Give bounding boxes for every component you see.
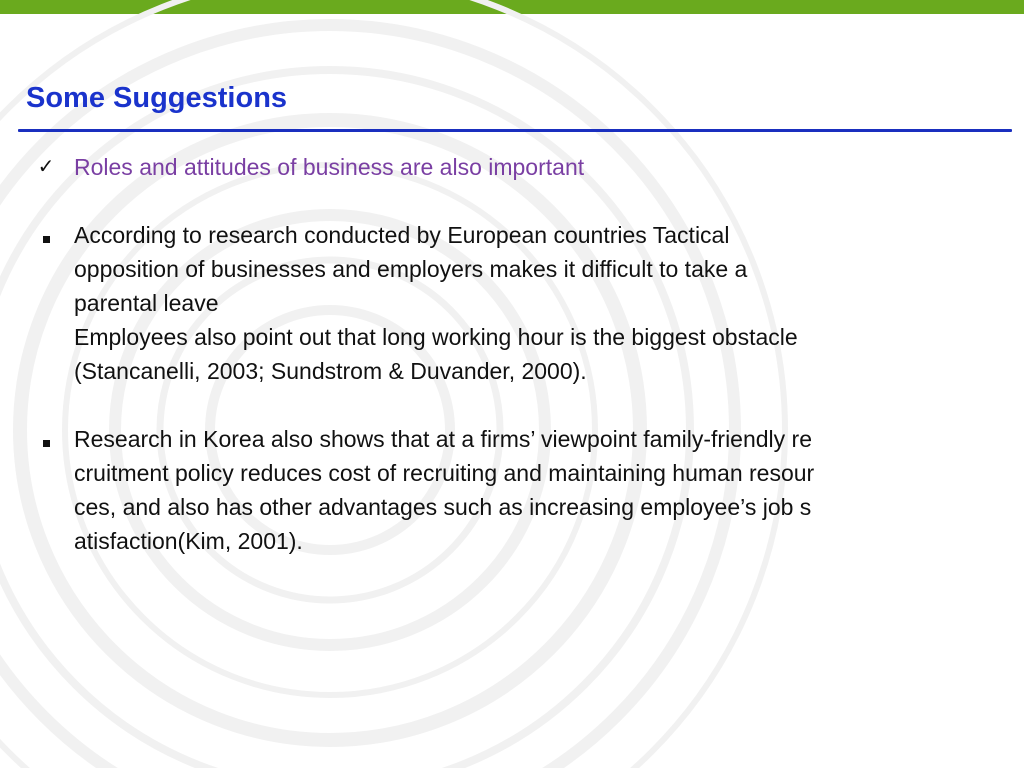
- square-bullet-icon: [36, 218, 56, 252]
- bullet-line: Employees also point out that long working hour is the biggest obstacle: [74, 324, 798, 350]
- bullet-line: ces, and also has other advantages such as increasing employee’s job s: [74, 494, 812, 520]
- bullet-line: According to research conducted by European countries Tactical: [74, 222, 730, 248]
- checked-item: [32, 150, 1002, 184]
- spacer: [32, 184, 1002, 218]
- slide-title: Some Suggestions: [26, 82, 288, 114]
- slide-body: [32, 150, 1002, 558]
- square-bullet-icon: [36, 422, 56, 456]
- bullet-line: Research in Korea also shows that at a firms’ viewpoint family-friendly re: [74, 426, 812, 452]
- bullet-line: (Stancanelli, 2003; Sundstrom & Duvander, 2000).: [74, 358, 587, 384]
- title-underline: [18, 129, 1012, 132]
- checkmark-icon: ✓: [37, 156, 55, 178]
- bullet-line: parental leave: [74, 290, 219, 316]
- spacer: [32, 388, 1002, 422]
- bullet-item: [32, 422, 1002, 558]
- bullet-line: atisfaction(Kim, 2001).: [74, 528, 303, 554]
- bullet-item: [32, 218, 1002, 388]
- bullet-line: cruitment policy reduces cost of recruiting and maintaining human resour: [74, 460, 815, 486]
- bullet-line: opposition of businesses and employers makes it difficult to take a: [74, 256, 748, 282]
- checked-item-text: Roles and attitudes of business are also important: [74, 154, 585, 180]
